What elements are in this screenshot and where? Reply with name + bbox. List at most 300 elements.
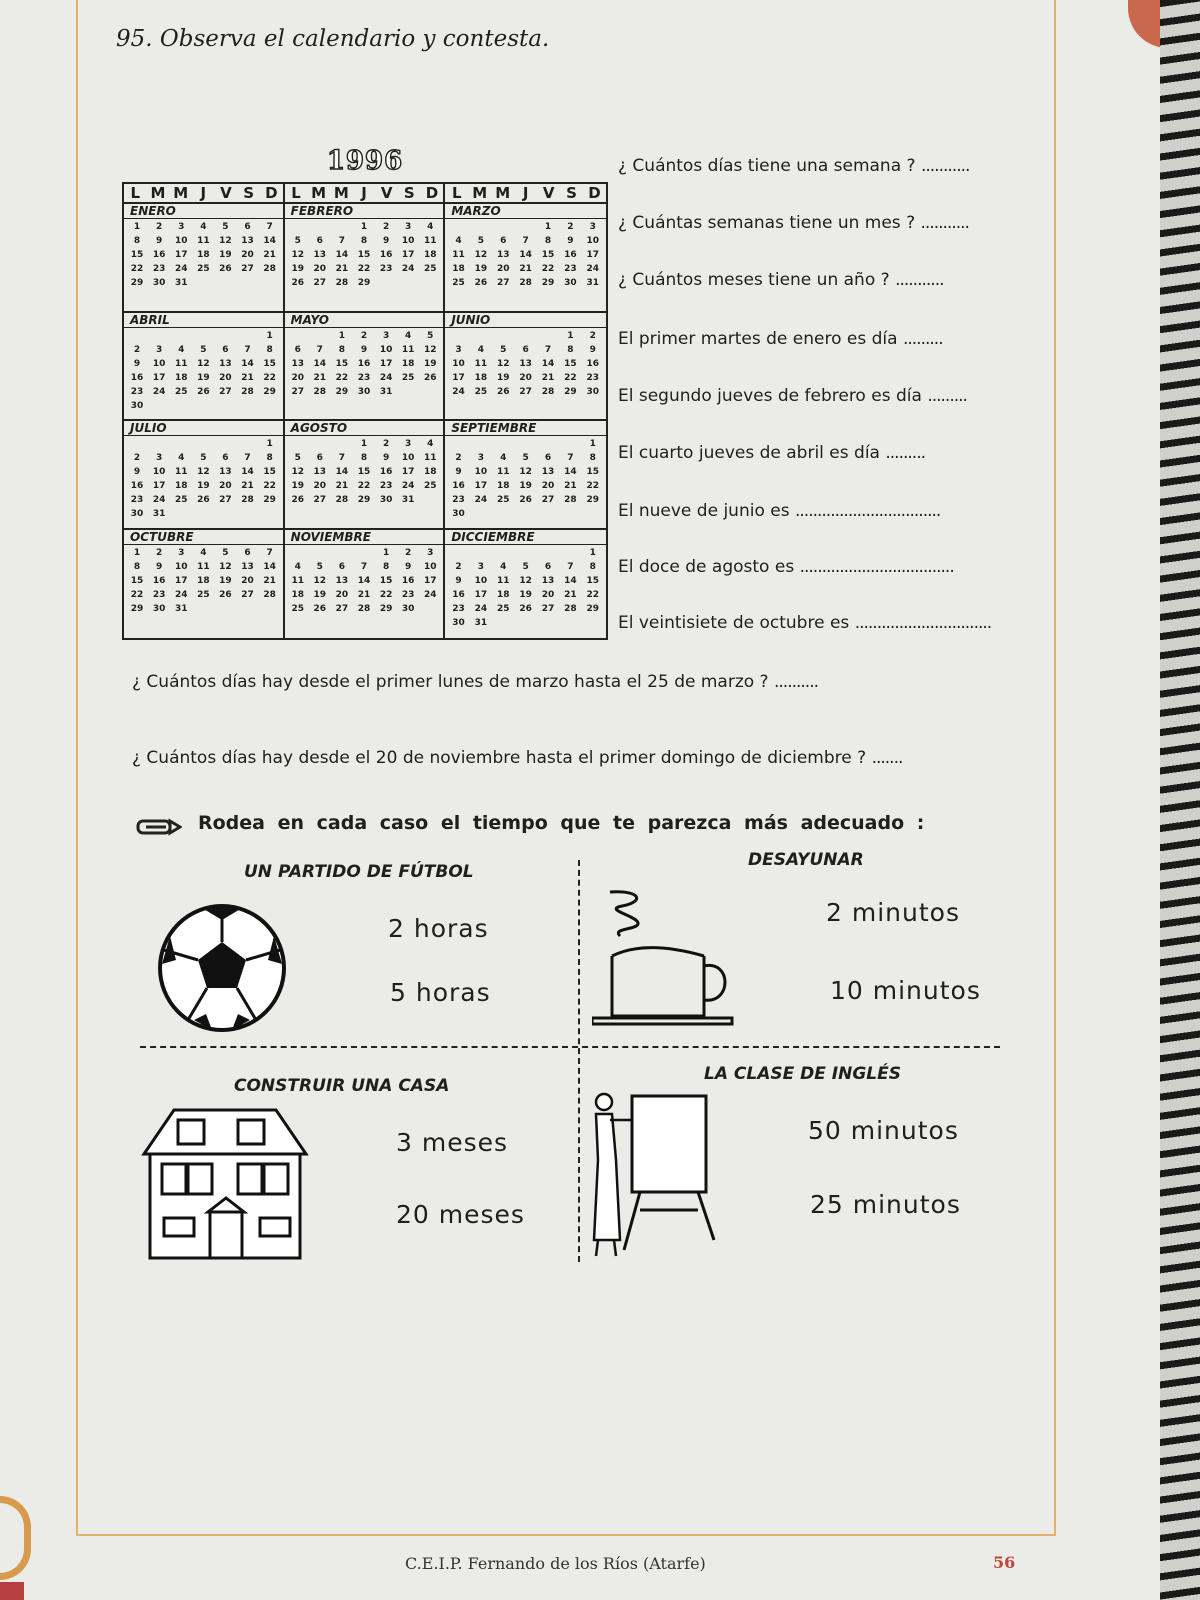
- day-number: 12: [291, 250, 304, 260]
- day-number: 15: [263, 467, 276, 477]
- day-number: 12: [497, 358, 510, 369]
- day-number: 29: [357, 495, 371, 505]
- day-number: 30: [130, 509, 144, 519]
- day-number: 1: [133, 547, 141, 558]
- empty-day: [559, 548, 581, 559]
- day-number: 30: [586, 386, 600, 397]
- empty-day: [309, 548, 331, 559]
- day-number: 18: [424, 467, 437, 477]
- empty-day: [331, 439, 353, 450]
- day-number: 19: [219, 250, 232, 260]
- weekday-label: M: [311, 184, 327, 202]
- day-number: 30: [401, 603, 415, 614]
- option-50-minutos[interactable]: 50 minutos: [808, 1116, 959, 1145]
- day-number: 5: [294, 236, 301, 246]
- day-number: 28: [357, 603, 371, 614]
- day-number: 29: [357, 278, 371, 288]
- day-number: 26: [313, 603, 327, 614]
- empty-day: [126, 439, 148, 450]
- day-number: 28: [263, 589, 276, 600]
- day-number: 7: [266, 547, 273, 558]
- day-number: 30: [379, 495, 393, 505]
- day-number: 16: [379, 250, 393, 260]
- empty-day: [470, 222, 492, 233]
- day-number: 31: [474, 617, 488, 628]
- day-number: 3: [156, 453, 163, 463]
- empty-day: [170, 439, 192, 450]
- day-number: 14: [357, 575, 371, 586]
- day-number: 23: [379, 264, 393, 274]
- empty-day: [309, 439, 331, 450]
- calendar-month: [285, 204, 446, 313]
- empty-day: [514, 548, 536, 559]
- house-icon: [140, 1102, 310, 1262]
- day-number: 28: [541, 386, 555, 397]
- empty-day: [309, 331, 331, 342]
- day-number: 28: [564, 603, 577, 614]
- month-name: DICCIEMBRE: [445, 530, 606, 545]
- day-number: 8: [338, 344, 346, 355]
- day-number: 22: [586, 481, 600, 491]
- option-2-minutos[interactable]: 2 minutos: [826, 898, 960, 927]
- empty-day: [447, 331, 469, 342]
- empty-day: [559, 439, 581, 450]
- empty-day: [537, 331, 559, 342]
- day-number: 29: [335, 386, 349, 397]
- empty-day: [492, 548, 514, 559]
- long-question-2: ¿ Cuántos días hay desde el 20 de noviembre hasta el primer domingo de diciembre ? .......: [132, 748, 903, 768]
- day-number: 6: [316, 236, 323, 246]
- day-number: 12: [197, 467, 210, 477]
- day-number: 1: [589, 439, 596, 449]
- day-number: 5: [294, 453, 301, 463]
- day-number: 2: [382, 439, 390, 449]
- day-number: 11: [424, 453, 437, 463]
- option-25-minutos[interactable]: 25 minutos: [810, 1190, 961, 1219]
- day-number: 2: [455, 561, 462, 572]
- day-number: 4: [455, 236, 462, 246]
- day-number: 14: [564, 467, 577, 477]
- day-number: 4: [405, 330, 412, 341]
- day-number: 3: [178, 547, 185, 558]
- empty-day: [447, 548, 469, 559]
- day-number: 24: [474, 603, 488, 614]
- day-number: 24: [152, 495, 166, 505]
- day-number: 11: [424, 236, 437, 246]
- day-number: 19: [424, 358, 437, 369]
- day-number: 30: [452, 509, 465, 519]
- day-number: 10: [424, 561, 437, 572]
- day-number: 5: [522, 561, 529, 572]
- day-number: 29: [564, 386, 577, 397]
- day-number: 31: [152, 509, 166, 519]
- month-days: [445, 328, 606, 398]
- day-number: 8: [544, 236, 552, 246]
- day-number: 21: [263, 250, 276, 260]
- day-number: 12: [519, 467, 532, 477]
- day-number: 2: [360, 330, 368, 341]
- day-number: 11: [452, 250, 465, 260]
- day-number: 9: [133, 358, 141, 369]
- day-number: 17: [152, 481, 166, 491]
- day-number: 19: [197, 372, 210, 383]
- day-number: 6: [316, 453, 323, 463]
- day-number: 20: [541, 481, 555, 491]
- day-number: 21: [313, 372, 327, 383]
- weekday-label: J: [361, 184, 367, 202]
- day-number: 10: [401, 453, 415, 463]
- day-number: 3: [178, 222, 185, 232]
- day-number: 12: [313, 575, 327, 586]
- day-number: 11: [401, 344, 415, 355]
- day-number: 20: [335, 589, 349, 600]
- day-number: 10: [174, 236, 188, 246]
- question-7: El nueve de junio es .................................: [618, 501, 941, 521]
- option-10-minutos[interactable]: 10 minutos: [830, 976, 981, 1005]
- calendar-month: [124, 421, 285, 530]
- day-number: 2: [382, 222, 390, 232]
- day-number: 6: [244, 222, 251, 232]
- day-number: 24: [586, 264, 600, 274]
- day-number: 3: [382, 330, 390, 341]
- day-number: 9: [455, 467, 462, 477]
- day-number: 28: [564, 495, 577, 505]
- day-number: 25: [424, 264, 437, 274]
- day-number: 20: [541, 589, 555, 600]
- empty-day: [537, 439, 559, 450]
- day-number: 18: [174, 372, 188, 383]
- day-number: 19: [313, 589, 327, 600]
- day-number: 9: [455, 575, 462, 586]
- day-number: 1: [382, 547, 390, 558]
- month-name: ABRIL: [124, 313, 283, 328]
- empty-day: [192, 331, 214, 342]
- day-number: 27: [313, 278, 327, 288]
- day-number: 1: [589, 547, 596, 558]
- day-number: 5: [427, 330, 434, 341]
- day-number: 15: [586, 467, 600, 477]
- day-number: 7: [244, 453, 251, 463]
- day-number: 4: [427, 222, 434, 232]
- day-number: 12: [424, 344, 437, 355]
- activity-label-house: CONSTRUIR UNA CASA: [234, 1076, 450, 1096]
- day-number: 14: [263, 561, 276, 572]
- weekday-label: D: [265, 184, 278, 202]
- day-number: 25: [197, 589, 210, 600]
- day-number: 20: [219, 372, 232, 383]
- day-number: 16: [586, 358, 600, 369]
- day-number: 15: [130, 250, 144, 260]
- option-20-meses[interactable]: 20 meses: [396, 1200, 525, 1229]
- day-number: 18: [197, 250, 210, 260]
- day-number: 24: [152, 386, 166, 397]
- day-number: 15: [357, 250, 371, 260]
- day-number: 27: [519, 386, 532, 397]
- day-number: 7: [567, 561, 574, 572]
- month-name: SEPTIEMBRE: [445, 421, 606, 436]
- calendar-month: [285, 421, 446, 530]
- day-number: 9: [156, 561, 163, 572]
- day-number: 6: [294, 344, 301, 355]
- day-number: 6: [244, 547, 251, 558]
- day-number: 1: [133, 222, 141, 232]
- month-days: [445, 436, 606, 520]
- day-number: 18: [497, 481, 510, 491]
- day-number: 14: [541, 358, 555, 369]
- day-number: 17: [379, 358, 393, 369]
- day-number: 11: [291, 575, 304, 586]
- empty-day: [214, 439, 236, 450]
- day-number: 22: [263, 372, 276, 383]
- day-number: 21: [263, 575, 276, 586]
- day-number: 17: [401, 467, 415, 477]
- empty-day: [287, 439, 309, 450]
- day-number: 3: [477, 453, 485, 463]
- day-number: 22: [263, 481, 276, 491]
- day-number: 10: [174, 561, 188, 572]
- day-number: 5: [522, 453, 529, 463]
- day-number: 6: [544, 453, 552, 463]
- empty-day: [447, 222, 469, 233]
- day-number: 28: [241, 495, 254, 505]
- day-number: 30: [152, 603, 166, 614]
- day-number: 29: [263, 495, 276, 505]
- day-number: 24: [174, 264, 188, 274]
- day-number: 5: [200, 453, 207, 463]
- day-number: 18: [401, 358, 415, 369]
- day-number: 29: [263, 386, 276, 397]
- weekday-label: V: [220, 184, 232, 202]
- pencil-icon: [136, 818, 182, 836]
- soccer-ball-icon: [156, 902, 288, 1034]
- divider-horizontal: [140, 1046, 1000, 1048]
- day-number: 8: [133, 236, 141, 246]
- day-number: 13: [497, 250, 510, 260]
- day-number: 5: [222, 547, 229, 558]
- day-number: 2: [589, 330, 596, 341]
- day-number: 8: [589, 561, 596, 572]
- activity-label-football: UN PARTIDO DE FÚTBOL: [244, 862, 474, 882]
- day-number: 16: [452, 589, 465, 600]
- empty-day: [214, 331, 236, 342]
- day-number: 12: [197, 358, 210, 369]
- day-number: 25: [497, 603, 510, 614]
- day-number: 29: [541, 278, 555, 288]
- day-number: 8: [133, 561, 141, 572]
- empty-day: [447, 439, 469, 450]
- day-number: 20: [519, 372, 532, 383]
- day-number: 5: [222, 222, 229, 232]
- day-number: 25: [474, 386, 488, 397]
- day-number: 23: [452, 603, 465, 614]
- day-number: 7: [338, 453, 346, 463]
- day-number: 27: [291, 386, 304, 397]
- month-days: [285, 328, 444, 398]
- day-number: 19: [519, 589, 532, 600]
- day-number: 20: [497, 264, 510, 274]
- day-number: 14: [263, 236, 276, 246]
- day-number: 2: [455, 453, 462, 463]
- day-number: 5: [316, 561, 323, 572]
- weekday-label: D: [425, 184, 439, 202]
- day-number: 21: [564, 589, 577, 600]
- day-number: 4: [178, 344, 185, 355]
- activity-label-english-class: LA CLASE DE INGLÉS: [704, 1064, 901, 1084]
- day-number: 1: [360, 222, 368, 232]
- day-number: 6: [222, 344, 229, 355]
- day-number: 7: [522, 236, 529, 246]
- day-number: 19: [291, 481, 304, 491]
- day-number: 6: [222, 453, 229, 463]
- day-number: 24: [452, 386, 465, 397]
- day-number: 19: [219, 575, 232, 586]
- day-number: 25: [401, 372, 415, 383]
- empty-day: [492, 331, 514, 342]
- day-number: 13: [313, 250, 327, 260]
- day-number: 14: [241, 467, 254, 477]
- day-number: 29: [130, 603, 144, 614]
- day-number: 28: [335, 278, 349, 288]
- day-number: 31: [379, 386, 393, 397]
- day-number: 13: [541, 467, 555, 477]
- day-number: 11: [474, 358, 488, 369]
- weekday-label: D: [588, 184, 601, 202]
- day-number: 21: [241, 372, 254, 383]
- day-number: 26: [424, 372, 437, 383]
- day-number: 15: [263, 358, 276, 369]
- month-days: [445, 545, 606, 629]
- day-number: 17: [174, 250, 188, 260]
- day-number: 16: [130, 372, 144, 383]
- day-number: 19: [519, 481, 532, 491]
- day-number: 12: [219, 561, 232, 572]
- day-number: 11: [197, 561, 210, 572]
- question-4: El primer martes de enero es día .........: [618, 329, 943, 349]
- day-number: 3: [405, 439, 412, 449]
- day-number: 23: [130, 386, 144, 397]
- day-number: 16: [152, 575, 166, 586]
- day-number: 9: [567, 236, 574, 246]
- day-number: 5: [500, 344, 507, 355]
- question-5: El segundo jueves de febrero es día .........: [618, 386, 967, 406]
- calendar-month: [124, 313, 285, 422]
- day-number: 17: [586, 250, 600, 260]
- day-number: 8: [589, 453, 596, 463]
- weekday-label: S: [403, 184, 415, 202]
- calendar-grid: [122, 182, 608, 640]
- teacher-board-icon: [590, 1090, 730, 1260]
- exercise-title: 95. Observa el calendario y contesta.: [116, 26, 550, 52]
- day-number: 22: [335, 372, 349, 383]
- day-number: 23: [452, 495, 465, 505]
- day-number: 14: [335, 250, 349, 260]
- month-name: MAYO: [285, 313, 444, 328]
- day-number: 2: [567, 222, 574, 232]
- empty-day: [287, 331, 309, 342]
- empty-day: [331, 548, 353, 559]
- weekday-label: M: [173, 184, 189, 202]
- day-number: 7: [544, 344, 552, 355]
- day-number: 27: [219, 386, 232, 397]
- day-number: 10: [152, 467, 166, 477]
- day-number: 13: [219, 358, 232, 369]
- day-number: 12: [519, 575, 532, 586]
- calendar-month: [124, 530, 285, 639]
- month-days: [124, 328, 283, 412]
- day-number: 30: [452, 617, 465, 628]
- empty-day: [148, 439, 170, 450]
- day-number: 26: [197, 495, 210, 505]
- day-number: 9: [382, 453, 390, 463]
- weekday-label: S: [566, 184, 577, 202]
- day-number: 2: [156, 222, 163, 232]
- day-number: 26: [291, 495, 304, 505]
- day-number: 2: [133, 344, 141, 355]
- empty-day: [236, 439, 258, 450]
- empty-day: [287, 548, 309, 559]
- option-5-horas[interactable]: 5 horas: [390, 978, 491, 1007]
- empty-day: [236, 331, 258, 342]
- day-number: 25: [197, 264, 210, 274]
- question-1: ¿ Cuántos días tiene una semana ? ...........: [618, 156, 970, 176]
- day-number: 10: [152, 358, 166, 369]
- weekday-header: [285, 184, 446, 204]
- day-number: 15: [335, 358, 349, 369]
- day-number: 25: [424, 481, 437, 491]
- option-3-meses[interactable]: 3 meses: [396, 1128, 509, 1157]
- day-number: 21: [335, 264, 349, 274]
- day-number: 10: [586, 236, 600, 246]
- day-number: 6: [500, 236, 507, 246]
- option-2-horas[interactable]: 2 horas: [388, 914, 489, 943]
- day-number: 28: [519, 278, 532, 288]
- day-number: 14: [313, 358, 327, 369]
- weekday-header: [124, 184, 285, 204]
- month-name: AGOSTO: [285, 421, 444, 436]
- day-number: 28: [313, 386, 327, 397]
- day-number: 7: [338, 236, 346, 246]
- day-number: 17: [152, 372, 166, 383]
- day-number: 12: [291, 467, 304, 477]
- day-number: 3: [405, 222, 412, 232]
- day-number: 11: [197, 236, 210, 246]
- day-number: 25: [174, 495, 188, 505]
- day-number: 15: [541, 250, 555, 260]
- weekday-label: M: [333, 184, 349, 202]
- day-number: 2: [133, 453, 141, 463]
- month-name: ENERO: [124, 204, 283, 219]
- day-number: 20: [219, 481, 232, 491]
- day-number: 7: [244, 344, 251, 355]
- weekday-header: [445, 184, 606, 204]
- day-number: 23: [586, 372, 600, 383]
- day-number: 31: [401, 495, 415, 505]
- day-number: 28: [241, 386, 254, 397]
- day-number: 23: [564, 264, 577, 274]
- day-number: 15: [130, 575, 144, 586]
- day-number: 21: [335, 481, 349, 491]
- day-number: 15: [357, 467, 371, 477]
- day-number: 12: [474, 250, 488, 260]
- day-number: 13: [219, 467, 232, 477]
- day-number: 13: [541, 575, 555, 586]
- day-number: 1: [266, 330, 273, 341]
- day-number: 6: [338, 561, 346, 572]
- day-number: 3: [427, 547, 434, 558]
- day-number: 13: [241, 236, 254, 246]
- day-number: 20: [291, 372, 304, 383]
- day-number: 9: [156, 236, 163, 246]
